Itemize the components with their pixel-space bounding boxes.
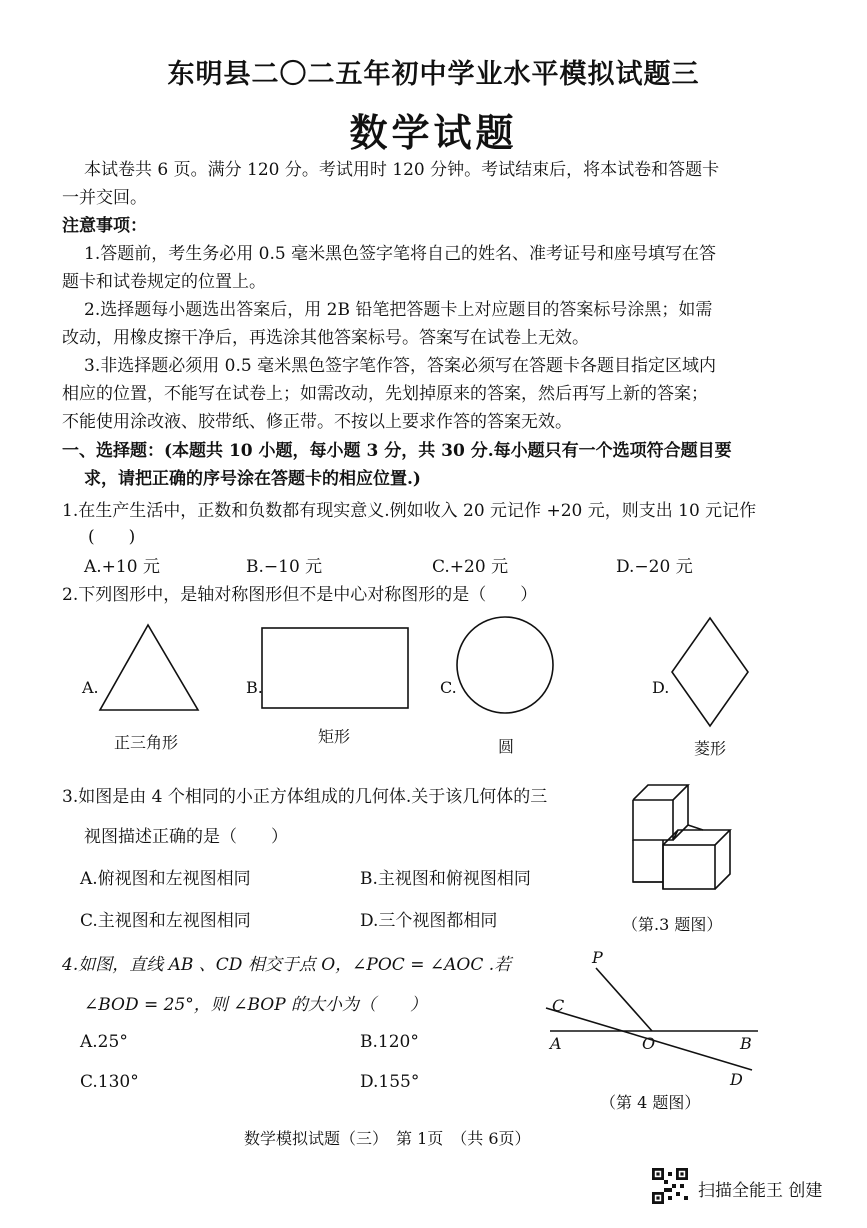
- notes-heading: 注意事项：: [62, 216, 147, 236]
- q3-stem-line-2: 视图描述正确的是（ ）: [84, 827, 288, 847]
- q2-letter-d: D.: [652, 678, 670, 697]
- q2-caption-rectangle: 矩形: [318, 727, 351, 746]
- intro-line-2: 一并交回。: [62, 188, 147, 208]
- watermark-text: 扫描全能王 创建: [698, 1181, 823, 1201]
- point-label-a: A: [550, 1034, 562, 1053]
- q2-letter-b: B.: [246, 678, 263, 697]
- q1-option-b: B.−10 元: [246, 557, 323, 577]
- q3-option-a: A.俯视图和左视图相同: [80, 869, 251, 889]
- section-1-heading-line-2: 求，请把正确的序号涂在答题卡的相应位置.): [84, 469, 421, 489]
- q3-stem-line-1: 3.如图是由 4 个相同的小正方体组成的几何体.关于该几何体的三: [62, 787, 548, 807]
- qr-code-icon: [652, 1168, 688, 1204]
- note-2-line-1: 2.选择题每小题选出答案后，用 2B 铅笔把答题卡上对应题目的答案标号涂黑；如需: [84, 300, 713, 320]
- q1-option-a: A.+10 元: [84, 557, 160, 577]
- q3-option-d: D.三个视图都相同: [360, 911, 498, 931]
- q3-option-c: C.主视图和左视图相同: [80, 911, 251, 931]
- q4-option-a: A.25°: [80, 1032, 128, 1052]
- point-label-p: P: [592, 948, 603, 967]
- ray-op: [596, 968, 652, 1031]
- note-2-line-2: 改动，用橡皮擦干净后，再选涂其他答案标号。答案写在试卷上无效。: [62, 328, 589, 348]
- note-3-line-1: 3.非选择题必须用 0.5 毫米黑色签字笔作答，答案必须写在答题卡各题目指定区域内: [84, 356, 717, 376]
- note-1-line-2: 题卡和试卷规定的位置上。: [62, 272, 266, 292]
- q2-letter-a: A.: [82, 678, 99, 697]
- q1-option-d: D.−20 元: [616, 557, 693, 577]
- note-1-line-1: 1.答题前，考生务必用 0.5 毫米黑色签字笔将自己的姓名、准考证号和座号填写在答: [84, 244, 717, 264]
- q3-option-b: B.主视图和俯视图相同: [360, 869, 531, 889]
- note-3-line-3: 不能使用涂改液、胶带纸、修正带。不按以上要求作答的答案无效。: [62, 412, 572, 432]
- q1-stem: 1.在生产生活中，正数和负数都有现实意义.例如收入 20 元记作 +20 元，则支出 10 元记作: [62, 501, 757, 521]
- intro-line-1: 本试卷共 6 页。满分 120 分。考试用时 120 分钟。考试结束后，将本试卷和答题卡: [84, 160, 720, 180]
- exam-title: 东明县二〇二五年初中学业水平模拟试题三: [167, 59, 700, 90]
- q3-figure-caption: （第.3 题图）: [622, 915, 723, 934]
- q4-option-d: D.155°: [360, 1072, 420, 1092]
- q1-blank: ( ): [88, 527, 136, 547]
- q2-letter-c: C.: [440, 678, 457, 697]
- point-label-o: O: [642, 1034, 656, 1053]
- point-label-b: B: [740, 1034, 752, 1053]
- section-1-heading-line-1: 一、选择题：(本题共 10 小题，每小题 3 分，共 30 分.每小题只有一个选项符合题目要: [62, 441, 732, 461]
- q4-stem-line-1: 4.如图，直线 AB 、CD 相交于点 O，∠POC = ∠AOC .若: [62, 955, 512, 975]
- q2-caption-circle: 圆: [498, 737, 515, 756]
- subject-title: 数学试题: [349, 110, 518, 155]
- q2-caption-triangle: 正三角形: [114, 733, 179, 752]
- q4-stem-line-2: ∠BOD = 25°，则 ∠BOP 的大小为（ ）: [84, 995, 428, 1015]
- q4-option-c: C.130°: [80, 1072, 139, 1092]
- note-3-line-2: 相应的位置，不能写在试卷上；如需改动，先划掉原来的答案，然后再写上新的答案；: [62, 384, 708, 404]
- q1-option-c: C.+20 元: [432, 557, 509, 577]
- q4-figure-caption: （第 4 题图）: [600, 1093, 701, 1112]
- q4-option-b: B.120°: [360, 1032, 419, 1052]
- point-label-c: C: [552, 996, 565, 1015]
- page-footer: 数学模拟试题（三） 第 1页 （共 6页）: [244, 1129, 531, 1148]
- point-label-d: D: [730, 1070, 743, 1089]
- q2-stem: 2.下列图形中，是轴对称图形但不是中心对称图形的是（ ）: [62, 585, 538, 605]
- q2-caption-rhombus: 菱形: [694, 739, 727, 758]
